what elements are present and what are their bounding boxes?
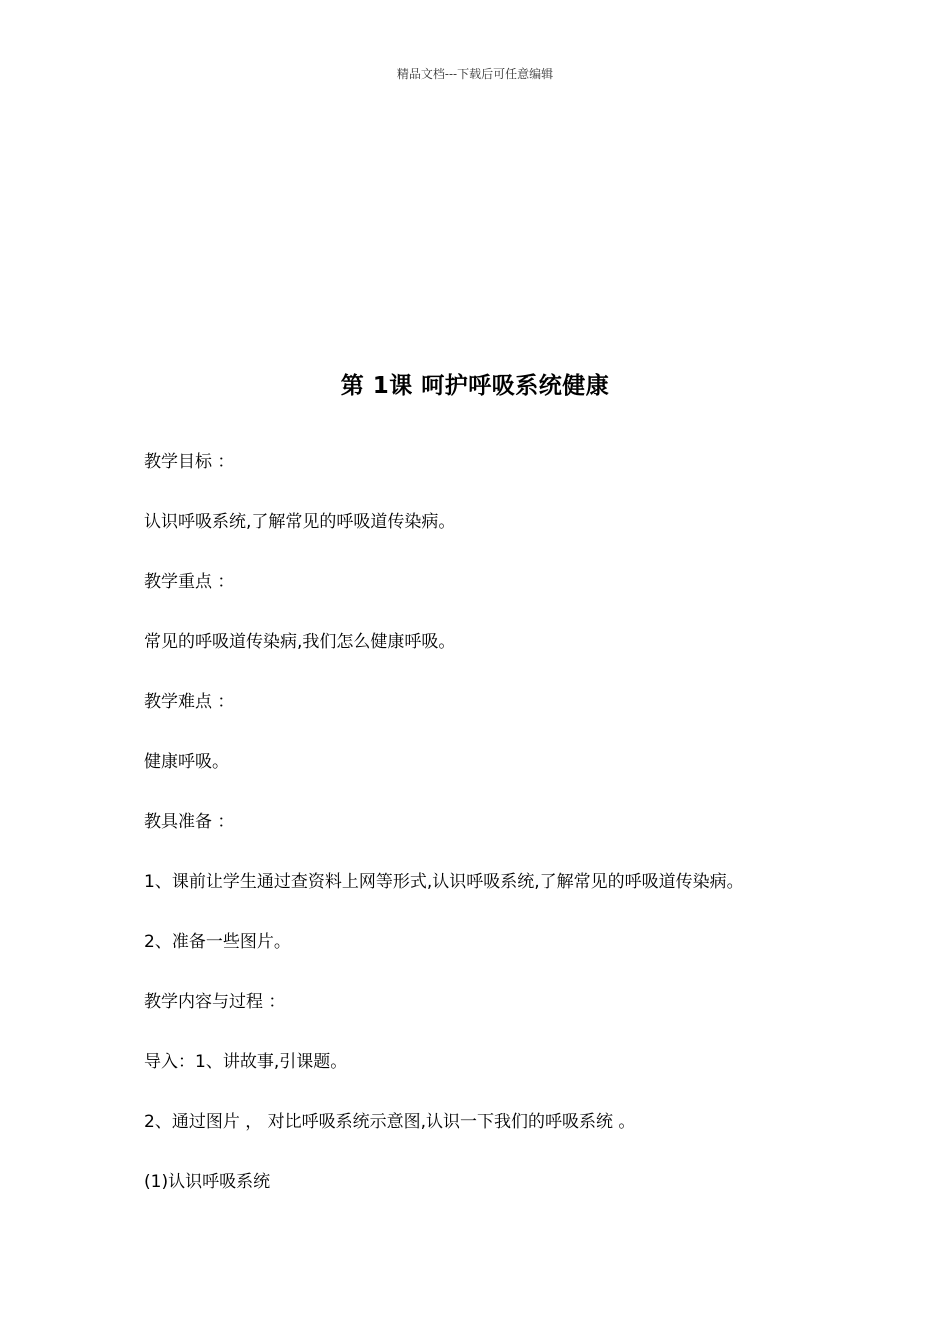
paragraph-process-2: 2、通过图片 ， 对比呼吸系统示意图,认识一下我们的呼吸系统 。 [144, 1112, 636, 1132]
section-heading-difficulties: 教学难点 ： [144, 692, 235, 712]
document-body [144, 448, 864, 1228]
paragraph-materials-2: 2、准备一些图片。 [144, 932, 291, 952]
section-heading-process: 教学内容与过程 ： [144, 992, 286, 1012]
page-header: 精品文档---下载后可任意编辑 [396, 67, 554, 81]
paragraph-process-sub-1: (1)认识呼吸系统 [144, 1172, 271, 1192]
section-heading-key-points: 教学重点 ： [144, 572, 235, 592]
paragraph-materials-1: 1、课前让学生通过查资料上网等形式,认识呼吸系统,了解常见的呼吸道传染病。 [144, 872, 744, 892]
paragraph-difficulties: 健康呼吸。 [144, 752, 229, 772]
document-title: 第 1课 呵护呼吸系统健康 [340, 373, 610, 399]
paragraph-process-intro: 导入：1、讲故事,引课题。 [144, 1052, 348, 1072]
paragraph-key-points: 常见的呼吸道传染病,我们怎么健康呼吸。 [144, 632, 456, 652]
section-heading-materials: 教具准备 ： [144, 812, 235, 832]
paragraph-objectives: 认识呼吸系统,了解常见的呼吸道传染病。 [144, 512, 456, 532]
section-heading-objectives: 教学目标 ： [144, 452, 235, 472]
